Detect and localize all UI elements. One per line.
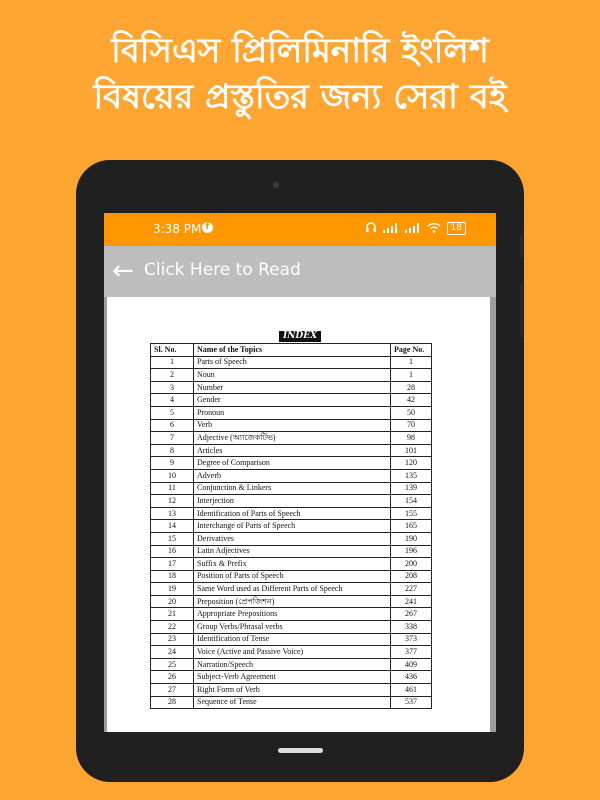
table-row bbox=[151, 570, 432, 583]
row-sl-cell: 21 bbox=[151, 608, 194, 621]
row-sl-cell: 4 bbox=[151, 394, 194, 407]
row-topic-cell: Subject-Verb Agreement bbox=[194, 671, 391, 684]
row-page-cell: 1 bbox=[391, 369, 432, 382]
table-row bbox=[151, 633, 432, 646]
table-row bbox=[151, 432, 432, 445]
row-sl-cell: 3 bbox=[151, 381, 194, 394]
row-topic-cell: Degree of Comparison bbox=[194, 457, 391, 470]
row-page-cell: 377 bbox=[391, 646, 432, 659]
battery-icon: 18 bbox=[447, 222, 466, 235]
row-sl-cell: 26 bbox=[151, 671, 194, 684]
row-page-cell: 98 bbox=[391, 432, 432, 445]
row-sl-cell: 24 bbox=[151, 646, 194, 659]
table-row bbox=[151, 646, 432, 659]
row-topic-cell: Appropriate Prepositions bbox=[194, 608, 391, 621]
row-topic-cell: Pronoun bbox=[194, 406, 391, 419]
row-topic-cell: Interchange of Parts of Speech bbox=[194, 520, 391, 533]
row-sl-cell: 6 bbox=[151, 419, 194, 432]
row-sl-cell: 19 bbox=[151, 583, 194, 596]
table-row bbox=[151, 684, 432, 697]
row-page-cell: 42 bbox=[391, 394, 432, 407]
row-topic-cell: Gender bbox=[194, 394, 391, 407]
wifi-icon bbox=[427, 222, 441, 236]
row-sl-cell: 8 bbox=[151, 444, 194, 457]
row-sl-cell: 20 bbox=[151, 595, 194, 608]
row-page-cell: 227 bbox=[391, 583, 432, 596]
table-row bbox=[151, 671, 432, 684]
row-sl-cell: 28 bbox=[151, 696, 194, 709]
row-page-cell: 154 bbox=[391, 495, 432, 508]
row-sl-cell: 27 bbox=[151, 684, 194, 697]
row-topic-cell: Voice (Active and Passive Voice) bbox=[194, 646, 391, 659]
index-header-row bbox=[151, 344, 432, 357]
device-screen bbox=[104, 213, 496, 732]
row-page-cell: 409 bbox=[391, 658, 432, 671]
status-time: 3:38 PM bbox=[153, 222, 202, 236]
front-camera bbox=[273, 182, 279, 188]
row-topic-cell: Number bbox=[194, 381, 391, 394]
row-page-cell: 135 bbox=[391, 469, 432, 482]
row-page-cell: 241 bbox=[391, 595, 432, 608]
promo-headline bbox=[0, 28, 600, 120]
row-topic-cell: Noun bbox=[194, 369, 391, 382]
row-page-cell: 165 bbox=[391, 520, 432, 533]
row-page-cell: 139 bbox=[391, 482, 432, 495]
row-topic-cell: Same Word used as Different Parts of Speech bbox=[194, 583, 391, 596]
home-indicator[interactable] bbox=[278, 748, 323, 753]
row-sl-cell: 18 bbox=[151, 570, 194, 583]
row-sl-cell: 2 bbox=[151, 369, 194, 382]
row-page-cell: 155 bbox=[391, 507, 432, 520]
row-sl-cell: 17 bbox=[151, 558, 194, 571]
row-sl-cell: 7 bbox=[151, 432, 194, 445]
row-page-cell: 461 bbox=[391, 684, 432, 697]
row-topic-cell: Position of Parts of Speech bbox=[194, 570, 391, 583]
table-row bbox=[151, 532, 432, 545]
table-row bbox=[151, 595, 432, 608]
row-sl-cell: 10 bbox=[151, 469, 194, 482]
row-sl-cell: 16 bbox=[151, 545, 194, 558]
power-button bbox=[520, 285, 523, 337]
index-table bbox=[150, 343, 432, 709]
row-page-cell: 200 bbox=[391, 558, 432, 571]
row-topic-cell: Adverb bbox=[194, 469, 391, 482]
row-topic-cell: Suffix & Prefix bbox=[194, 558, 391, 571]
index-heading: INDEX bbox=[279, 331, 321, 342]
table-row bbox=[151, 558, 432, 571]
status-bar bbox=[104, 213, 496, 246]
column-header-page: Page No. bbox=[391, 344, 432, 357]
row-page-cell: 120 bbox=[391, 457, 432, 470]
row-topic-cell: Narration/Speech bbox=[194, 658, 391, 671]
table-row bbox=[151, 369, 432, 382]
row-topic-cell: Verb bbox=[194, 419, 391, 432]
table-row bbox=[151, 495, 432, 508]
row-sl-cell: 13 bbox=[151, 507, 194, 520]
row-topic-cell: Interjection bbox=[194, 495, 391, 508]
table-row bbox=[151, 658, 432, 671]
table-row bbox=[151, 520, 432, 533]
table-row bbox=[151, 444, 432, 457]
table-row bbox=[151, 696, 432, 709]
table-row bbox=[151, 545, 432, 558]
arrow-left-icon[interactable]: ← bbox=[112, 256, 134, 286]
table-row bbox=[151, 621, 432, 634]
row-sl-cell: 15 bbox=[151, 532, 194, 545]
promo-line-1: বিসিএস প্রিলিমিনারি ইংলিশ bbox=[111, 31, 489, 71]
row-topic-cell: Group Verbs/Phrasal verbs bbox=[194, 621, 391, 634]
table-row bbox=[151, 356, 432, 369]
row-topic-cell: Conjunction & Linkers bbox=[194, 482, 391, 495]
row-sl-cell: 14 bbox=[151, 520, 194, 533]
table-row bbox=[151, 457, 432, 470]
row-topic-cell: Sequence of Tense bbox=[194, 696, 391, 709]
row-topic-cell: Identification of Parts of Speech bbox=[194, 507, 391, 520]
signal-icon bbox=[405, 222, 421, 236]
row-topic-cell: Identification of Tense bbox=[194, 633, 391, 646]
row-page-cell: 101 bbox=[391, 444, 432, 457]
toolbar-title[interactable]: Click Here to Read bbox=[144, 260, 301, 280]
row-sl-cell: 23 bbox=[151, 633, 194, 646]
signal-icon bbox=[383, 222, 399, 236]
column-header-sl: Sl. No. bbox=[151, 344, 194, 357]
row-sl-cell: 22 bbox=[151, 621, 194, 634]
table-row bbox=[151, 469, 432, 482]
row-page-cell: 537 bbox=[391, 696, 432, 709]
row-page-cell: 1 bbox=[391, 356, 432, 369]
table-row bbox=[151, 394, 432, 407]
row-sl-cell: 1 bbox=[151, 356, 194, 369]
table-row bbox=[151, 507, 432, 520]
row-page-cell: 373 bbox=[391, 633, 432, 646]
row-page-cell: 436 bbox=[391, 671, 432, 684]
row-page-cell: 196 bbox=[391, 545, 432, 558]
headset-icon bbox=[365, 221, 377, 236]
row-topic-cell: Adjective (অ্যাজেকটিভ) bbox=[194, 432, 391, 445]
row-topic-cell: Parts of Speech bbox=[194, 356, 391, 369]
row-page-cell: 208 bbox=[391, 570, 432, 583]
row-page-cell: 338 bbox=[391, 621, 432, 634]
row-topic-cell: Preposition (প্রেপজিশন) bbox=[194, 595, 391, 608]
row-sl-cell: 12 bbox=[151, 495, 194, 508]
row-sl-cell: 9 bbox=[151, 457, 194, 470]
volume-button bbox=[520, 234, 523, 258]
row-topic-cell: Derivatives bbox=[194, 532, 391, 545]
row-page-cell: 28 bbox=[391, 381, 432, 394]
table-row bbox=[151, 419, 432, 432]
table-row bbox=[151, 482, 432, 495]
row-topic-cell: Articles bbox=[194, 444, 391, 457]
row-sl-cell: 11 bbox=[151, 482, 194, 495]
app-toolbar bbox=[104, 246, 496, 297]
table-row bbox=[151, 406, 432, 419]
row-topic-cell: Latin Adjectives bbox=[194, 545, 391, 558]
status-icons bbox=[365, 221, 466, 236]
table-row bbox=[151, 381, 432, 394]
row-page-cell: 190 bbox=[391, 532, 432, 545]
column-header-topic: Name of the Topics bbox=[194, 344, 391, 357]
facebook-icon: f bbox=[202, 222, 213, 233]
document-page bbox=[107, 297, 490, 732]
table-row bbox=[151, 583, 432, 596]
row-sl-cell: 25 bbox=[151, 658, 194, 671]
promo-line-2: বিষয়ের প্রস্তুতির জন্য সেরা বই bbox=[93, 77, 507, 117]
row-page-cell: 267 bbox=[391, 608, 432, 621]
row-page-cell: 70 bbox=[391, 419, 432, 432]
table-row bbox=[151, 608, 432, 621]
row-page-cell: 50 bbox=[391, 406, 432, 419]
row-topic-cell: Right Form of Verb bbox=[194, 684, 391, 697]
row-sl-cell: 5 bbox=[151, 406, 194, 419]
